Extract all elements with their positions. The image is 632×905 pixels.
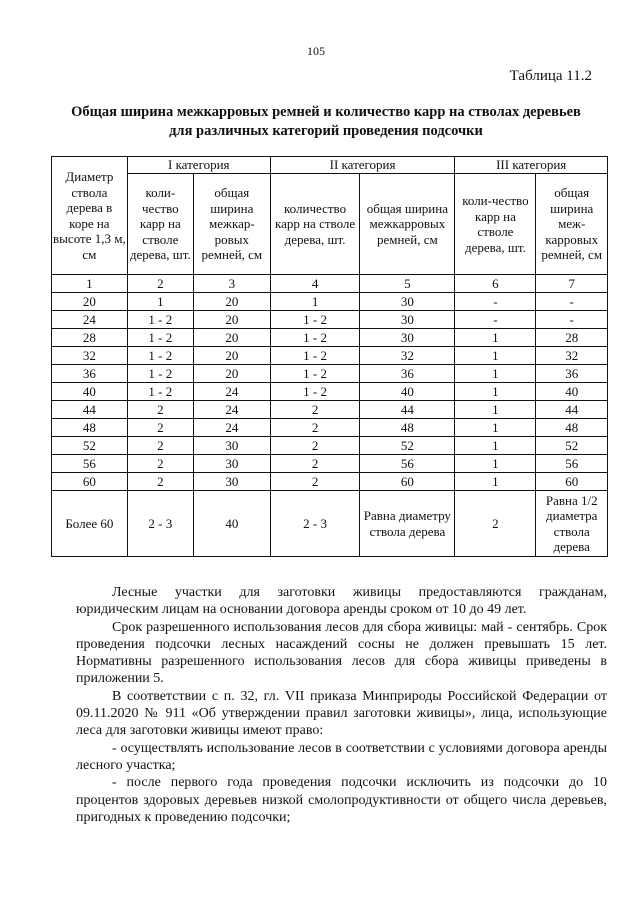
table-cell: 30 xyxy=(193,455,270,473)
table-cell: 2 xyxy=(455,491,536,557)
table-cell: Равна диаметру ствола дерева xyxy=(360,491,455,557)
table-cell: 2 - 3 xyxy=(270,491,360,557)
row-diameter-cell: 40 xyxy=(52,383,128,401)
column-number: 4 xyxy=(270,275,360,293)
table-cell: 36 xyxy=(360,365,455,383)
table-cell: 1 - 2 xyxy=(270,347,360,365)
row-diameter-cell: 28 xyxy=(52,329,128,347)
column-number: 2 xyxy=(127,275,193,293)
row-diameter-cell: 36 xyxy=(52,365,128,383)
table-cell: 2 xyxy=(127,419,193,437)
table-cell: 48 xyxy=(360,419,455,437)
table-cell: 1 xyxy=(455,473,536,491)
page-number: 105 xyxy=(307,44,325,58)
table-cell: 20 xyxy=(193,347,270,365)
row-diameter-cell: 56 xyxy=(52,455,128,473)
header-category-3: III категория xyxy=(455,157,608,174)
table-cell: 36 xyxy=(536,365,608,383)
table-cell: 1 - 2 xyxy=(270,329,360,347)
table-cell: - xyxy=(455,311,536,329)
paragraph: Лесные участки для заготовки живицы предоставляются гражданам, юридическим лицам на основании договора аренды сроком от 10 до 49 лет. xyxy=(76,585,607,618)
column-number: 6 xyxy=(455,275,536,293)
table-cell: 1 - 2 xyxy=(127,329,193,347)
table-cell: 1 xyxy=(127,293,193,311)
table-cell: 2 xyxy=(270,455,360,473)
header-category-1: I категория xyxy=(127,157,270,174)
subheader-cell: количество карр на стволе дерева, шт. xyxy=(270,174,360,275)
table-cell: 30 xyxy=(193,473,270,491)
table-cell: 30 xyxy=(360,329,455,347)
table-cell: 2 - 3 xyxy=(127,491,193,557)
row-diameter-cell: 24 xyxy=(52,311,128,329)
row-diameter-cell: Более 60 xyxy=(52,491,128,557)
table-cell: 1 - 2 xyxy=(127,347,193,365)
table-cell: - xyxy=(536,293,608,311)
table-cell: 20 xyxy=(193,293,270,311)
table-cell: 2 xyxy=(270,401,360,419)
table-cell: 24 xyxy=(193,419,270,437)
table-cell: 1 - 2 xyxy=(270,311,360,329)
table-cell: 20 xyxy=(193,365,270,383)
table-row xyxy=(52,365,608,383)
row-diameter-cell: 20 xyxy=(52,293,128,311)
table-row xyxy=(52,419,608,437)
column-number: 5 xyxy=(360,275,455,293)
list-item: - осуществлять использование лесов в соответствии с условиями договора аренды лесного участка; xyxy=(76,740,607,773)
table-cell: 32 xyxy=(360,347,455,365)
table-row xyxy=(52,329,608,347)
table-row xyxy=(52,491,608,557)
table-cell: 1 - 2 xyxy=(127,383,193,401)
table-title: Общая ширина межкарровых ремней и количество карр на стволах деревьев для различных категорий проведения подсочки xyxy=(71,104,581,139)
table-cell: 40 xyxy=(360,383,455,401)
table-cell: 1 - 2 xyxy=(270,365,360,383)
row-diameter-cell: 60 xyxy=(52,473,128,491)
header-category-2: II категория xyxy=(270,157,455,174)
table-cell: 1 xyxy=(455,365,536,383)
table-cell: 20 xyxy=(193,329,270,347)
table-cell: 24 xyxy=(193,401,270,419)
row-diameter-cell: 48 xyxy=(52,419,128,437)
table-cell: 2 xyxy=(127,455,193,473)
table-cell: 52 xyxy=(360,437,455,455)
table-cell: 40 xyxy=(536,383,608,401)
table-cell: 2 xyxy=(270,419,360,437)
table-cell: 56 xyxy=(536,455,608,473)
table-cell: 2 xyxy=(127,437,193,455)
table-cell: 48 xyxy=(536,419,608,437)
column-number-row xyxy=(52,275,608,293)
table-cell: 2 xyxy=(270,437,360,455)
table-row xyxy=(52,473,608,491)
table-cell: 56 xyxy=(360,455,455,473)
data-table xyxy=(51,156,608,557)
column-number: 7 xyxy=(536,275,608,293)
table-cell: 60 xyxy=(360,473,455,491)
table-cell: - xyxy=(455,293,536,311)
table-row xyxy=(52,347,608,365)
table-cell: 1 xyxy=(455,419,536,437)
table-cell: 2 xyxy=(127,473,193,491)
row-diameter-cell: 52 xyxy=(52,437,128,455)
table-cell: 28 xyxy=(536,329,608,347)
paragraph: В соответствии с п. 32, гл. VII приказа Минприроды Российской Федерации от 09.11.2020 № 911 «Об утверждении правил заготовки живицы», лица, использующие леса для заготовки живицы имеют право: xyxy=(76,688,607,739)
table-row xyxy=(52,401,608,419)
table-cell: 1 xyxy=(455,383,536,401)
list-item: - после первого года проведения подсочки исключить из подсочки до 10 процентов здоровых деревьев низкой смолопродуктивности от общего числа деревьев, пригодных к проведению подсочки; xyxy=(76,775,607,825)
subheader-cell: коли-чество карр на стволе дерева, шт. xyxy=(455,174,536,275)
table-label: Таблица 11.2 xyxy=(509,68,592,84)
subheader-cell: общая ширина меж-карровых ремней, см xyxy=(536,174,608,275)
table-cell: 1 - 2 xyxy=(127,365,193,383)
table-row xyxy=(52,437,608,455)
subheader-cell: коли-чество карр на стволе дерева, шт. xyxy=(127,174,193,275)
body-text xyxy=(76,584,607,826)
table-cell: - xyxy=(536,311,608,329)
paragraph: Срок разрешенного использования лесов для сбора живицы: май - сентябрь. Срок проведения подсочки лесных насаждений сосны не должен превышать 15 лет. Нормативны разрешенного использования лесов для сбора живицы приведены в приложении 5. xyxy=(76,619,607,687)
table-cell: 1 xyxy=(455,329,536,347)
table-cell: 60 xyxy=(536,473,608,491)
table-cell: 52 xyxy=(536,437,608,455)
row-diameter-cell: 44 xyxy=(52,401,128,419)
table-cell: 40 xyxy=(193,491,270,557)
table-cell: 32 xyxy=(536,347,608,365)
table-cell: 1 xyxy=(455,401,536,419)
table-cell: 44 xyxy=(536,401,608,419)
table-cell: 1 - 2 xyxy=(127,311,193,329)
table-cell: 2 xyxy=(127,401,193,419)
table-row xyxy=(52,293,608,311)
subheader-cell: общая ширина межкарровых ремней, см xyxy=(360,174,455,275)
table-cell: 24 xyxy=(193,383,270,401)
table-cell: 2 xyxy=(270,473,360,491)
header-diameter: Диаметр ствола дерева в коре на высоте 1,3 м, см xyxy=(52,157,128,275)
table-cell: 1 xyxy=(455,437,536,455)
column-number: 3 xyxy=(193,275,270,293)
table-cell: 1 xyxy=(270,293,360,311)
table-cell: 44 xyxy=(360,401,455,419)
table-cell: Равна 1/2 диаметра ствола дерева xyxy=(536,491,608,557)
table-row xyxy=(52,455,608,473)
column-number: 1 xyxy=(52,275,128,293)
row-diameter-cell: 32 xyxy=(52,347,128,365)
table-cell: 30 xyxy=(193,437,270,455)
table-cell: 30 xyxy=(360,293,455,311)
table-row xyxy=(52,383,608,401)
table-row xyxy=(52,311,608,329)
table-cell: 1 xyxy=(455,347,536,365)
table-cell: 1 xyxy=(455,455,536,473)
table-cell: 30 xyxy=(360,311,455,329)
subheader-cell: общая ширина межкар-ровых ремней, см xyxy=(193,174,270,275)
table-cell: 1 - 2 xyxy=(270,383,360,401)
table-cell: 20 xyxy=(193,311,270,329)
